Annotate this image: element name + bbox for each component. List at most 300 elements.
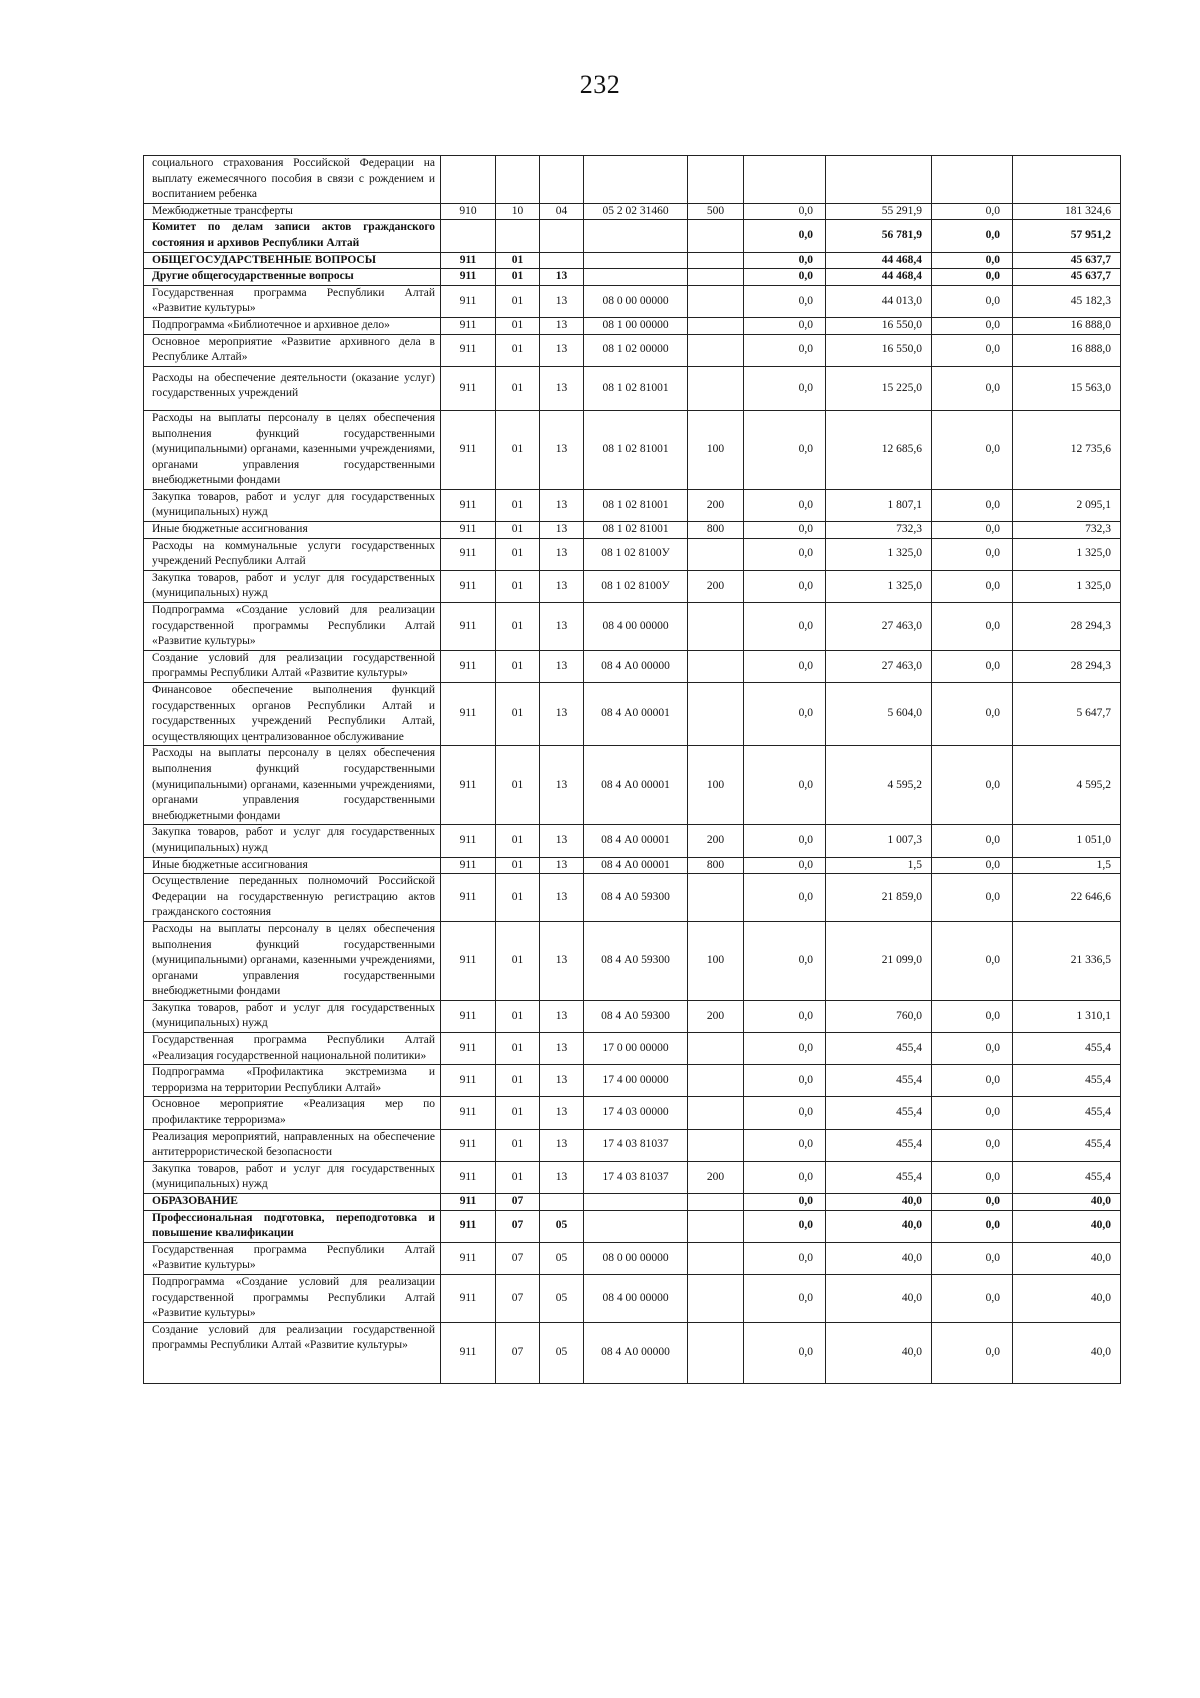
amount-col-4: 22 646,6	[1013, 874, 1121, 922]
ministry-code: 911	[441, 1274, 496, 1322]
target-article-code: 08 4 А0 00000	[584, 1322, 688, 1383]
section-code: 01	[496, 746, 540, 825]
amount-col-2: 5 604,0	[826, 683, 932, 746]
subsection-code: 13	[540, 1097, 584, 1129]
ministry-code: 911	[441, 538, 496, 570]
expense-type-code	[688, 334, 744, 366]
ministry-code: 911	[441, 825, 496, 857]
amount-col-2: 15 225,0	[826, 366, 932, 410]
ministry-code: 911	[441, 874, 496, 922]
target-article-code: 08 1 02 8100У	[584, 538, 688, 570]
amount-col-4: 1 325,0	[1013, 570, 1121, 602]
subsection-code	[540, 220, 584, 252]
row-name: Реализация мероприятий, направленных на обеспечение антитеррористической безопасности	[144, 1129, 441, 1161]
amount-col-4: 28 294,3	[1013, 603, 1121, 651]
amount-col-4: 455,4	[1013, 1161, 1121, 1193]
amount-col-2: 44 468,4	[826, 252, 932, 269]
amount-col-1: 0,0	[744, 285, 826, 317]
section-code: 01	[496, 269, 540, 286]
table-row	[144, 334, 1121, 366]
table-row	[144, 220, 1121, 252]
ministry-code: 911	[441, 857, 496, 874]
row-name: Создание условий для реализации государственной программы Республики Алтай «Развитие культуры»	[144, 650, 441, 682]
ministry-code: 911	[441, 1097, 496, 1129]
amount-col-4: 1 310,1	[1013, 1000, 1121, 1032]
amount-col-1: 0,0	[744, 203, 826, 220]
table-row	[144, 1033, 1121, 1065]
amount-col-2: 455,4	[826, 1161, 932, 1193]
section-code: 01	[496, 825, 540, 857]
row-name: социального страхования Российской Федерации на выплату ежемесячного пособия в связи с рождением и воспитанием ребенка	[144, 156, 441, 204]
expense-type-code: 800	[688, 522, 744, 539]
amount-col-3: 0,0	[932, 1097, 1013, 1129]
amount-col-2: 455,4	[826, 1129, 932, 1161]
amount-col-4: 16 888,0	[1013, 334, 1121, 366]
amount-col-4: 1 325,0	[1013, 538, 1121, 570]
amount-col-3: 0,0	[932, 489, 1013, 521]
ministry-code: 911	[441, 1161, 496, 1193]
expense-type-code: 200	[688, 1161, 744, 1193]
amount-col-3: 0,0	[932, 1000, 1013, 1032]
target-article-code	[584, 1210, 688, 1242]
ministry-code: 911	[441, 366, 496, 410]
amount-col-1: 0,0	[744, 1242, 826, 1274]
row-name: Основное мероприятие «Развитие архивного дела в Республике Алтай»	[144, 334, 441, 366]
amount-col-2: 40,0	[826, 1274, 932, 1322]
expense-type-code	[688, 1210, 744, 1242]
amount-col-1: 0,0	[744, 1129, 826, 1161]
table-row	[144, 317, 1121, 334]
expense-type-code: 800	[688, 857, 744, 874]
amount-col-2: 12 685,6	[826, 410, 932, 489]
amount-col-1: 0,0	[744, 317, 826, 334]
amount-col-3: 0,0	[932, 1161, 1013, 1193]
row-name: Закупка товаров, работ и услуг для государственных (муниципальных) нужд	[144, 489, 441, 521]
amount-col-4: 455,4	[1013, 1097, 1121, 1129]
amount-col-3: 0,0	[932, 650, 1013, 682]
subsection-code	[540, 1194, 584, 1211]
amount-col-4: 455,4	[1013, 1033, 1121, 1065]
section-code: 01	[496, 570, 540, 602]
amount-col-4: 45 182,3	[1013, 285, 1121, 317]
section-code: 07	[496, 1322, 540, 1383]
subsection-code: 13	[540, 857, 584, 874]
section-code: 01	[496, 1097, 540, 1129]
row-name: Закупка товаров, работ и услуг для государственных (муниципальных) нужд	[144, 1000, 441, 1032]
ministry-code	[441, 156, 496, 204]
table-row	[144, 1322, 1121, 1383]
ministry-code: 911	[441, 1194, 496, 1211]
table-row	[144, 252, 1121, 269]
amount-col-2: 44 013,0	[826, 285, 932, 317]
ministry-code: 911	[441, 1210, 496, 1242]
ministry-code: 911	[441, 683, 496, 746]
amount-col-2: 1 325,0	[826, 538, 932, 570]
row-name: Основное мероприятие «Реализация мер по профилактике терроризма»	[144, 1097, 441, 1129]
section-code: 01	[496, 1161, 540, 1193]
target-article-code: 08 0 00 00000	[584, 285, 688, 317]
amount-col-4: 12 735,6	[1013, 410, 1121, 489]
ministry-code: 911	[441, 570, 496, 602]
amount-col-3: 0,0	[932, 522, 1013, 539]
ministry-code: 911	[441, 489, 496, 521]
amount-col-2: 16 550,0	[826, 334, 932, 366]
amount-col-4: 2 095,1	[1013, 489, 1121, 521]
table-body	[144, 156, 1121, 1384]
amount-col-3: 0,0	[932, 1322, 1013, 1383]
amount-col-2: 27 463,0	[826, 650, 932, 682]
expense-type-code	[688, 650, 744, 682]
section-code: 01	[496, 410, 540, 489]
amount-col-2: 4 595,2	[826, 746, 932, 825]
amount-col-4: 732,3	[1013, 522, 1121, 539]
ministry-code: 911	[441, 1129, 496, 1161]
table-row	[144, 1129, 1121, 1161]
amount-col-3: 0,0	[932, 1129, 1013, 1161]
amount-col-3: 0,0	[932, 746, 1013, 825]
amount-col-4: 45 637,7	[1013, 269, 1121, 286]
table-row	[144, 269, 1121, 286]
amount-col-1: 0,0	[744, 746, 826, 825]
amount-col-1: 0,0	[744, 603, 826, 651]
amount-col-3: 0,0	[932, 857, 1013, 874]
budget-table	[143, 155, 1121, 1384]
row-name: Государственная программа Республики Алтай «Развитие культуры»	[144, 1242, 441, 1274]
amount-col-1: 0,0	[744, 1065, 826, 1097]
amount-col-1: 0,0	[744, 410, 826, 489]
ministry-code: 911	[441, 317, 496, 334]
amount-col-2: 21 099,0	[826, 921, 932, 1000]
amount-col-3	[932, 156, 1013, 204]
amount-col-2: 56 781,9	[826, 220, 932, 252]
expense-type-code: 100	[688, 921, 744, 1000]
section-code: 01	[496, 857, 540, 874]
target-article-code: 17 4 03 00000	[584, 1097, 688, 1129]
expense-type-code: 100	[688, 410, 744, 489]
row-name: Расходы на коммунальные услуги государственных учреждений Республики Алтай	[144, 538, 441, 570]
table-row	[144, 1097, 1121, 1129]
section-code: 07	[496, 1274, 540, 1322]
amount-col-2: 1 807,1	[826, 489, 932, 521]
table-row	[144, 1161, 1121, 1193]
expense-type-code	[688, 538, 744, 570]
target-article-code: 08 4 А0 59300	[584, 921, 688, 1000]
amount-col-4: 40,0	[1013, 1194, 1121, 1211]
subsection-code: 04	[540, 203, 584, 220]
amount-col-3: 0,0	[932, 1274, 1013, 1322]
page-number: 232	[579, 70, 621, 99]
amount-col-3: 0,0	[932, 252, 1013, 269]
section-code	[496, 156, 540, 204]
subsection-code: 13	[540, 1033, 584, 1065]
table-row	[144, 921, 1121, 1000]
expense-type-code: 200	[688, 489, 744, 521]
section-code: 01	[496, 650, 540, 682]
row-name: Создание условий для реализации государственной программы Республики Алтай «Развитие культуры»	[144, 1322, 441, 1383]
table-row	[144, 570, 1121, 602]
ministry-code: 911	[441, 285, 496, 317]
row-name: Закупка товаров, работ и услуг для государственных (муниципальных) нужд	[144, 570, 441, 602]
row-name: Иные бюджетные ассигнования	[144, 857, 441, 874]
section-code: 01	[496, 1129, 540, 1161]
expense-type-code	[688, 1194, 744, 1211]
amount-col-4: 455,4	[1013, 1065, 1121, 1097]
amount-col-2: 40,0	[826, 1322, 932, 1383]
ministry-code: 911	[441, 650, 496, 682]
target-article-code: 17 4 03 81037	[584, 1161, 688, 1193]
target-article-code	[584, 220, 688, 252]
table-row	[144, 366, 1121, 410]
expense-type-code	[688, 1242, 744, 1274]
amount-col-2: 40,0	[826, 1210, 932, 1242]
amount-col-4	[1013, 156, 1121, 204]
row-name: Осуществление переданных полномочий Российской Федерации на государственную регистрацию актов гражданского состояния	[144, 874, 441, 922]
row-name: ОБРАЗОВАНИЕ	[144, 1194, 441, 1211]
row-name: Другие общегосударственные вопросы	[144, 269, 441, 286]
amount-col-3: 0,0	[932, 220, 1013, 252]
row-name: Расходы на выплаты персоналу в целях обеспечения выполнения функций государственными (муниципальными) органами, казенными учреждениями, органами управления государственными внебюджетными фондами	[144, 410, 441, 489]
expense-type-code: 200	[688, 570, 744, 602]
row-name: Государственная программа Республики Алтай «Реализация государственной национальной политики»	[144, 1033, 441, 1065]
target-article-code	[584, 156, 688, 204]
amount-col-1: 0,0	[744, 366, 826, 410]
row-name: Финансовое обеспечение выполнения функций государственных органов Республики Алтай и государственных учреждений Республики Алтай, осуществляющих централизованное обслуживание	[144, 683, 441, 746]
section-code: 01	[496, 366, 540, 410]
table-row	[144, 825, 1121, 857]
target-article-code: 05 2 02 31460	[584, 203, 688, 220]
ministry-code: 911	[441, 1033, 496, 1065]
amount-col-1: 0,0	[744, 825, 826, 857]
amount-col-4: 5 647,7	[1013, 683, 1121, 746]
row-name: Расходы на обеспечение деятельности (оказание услуг) государственных учреждений	[144, 366, 441, 410]
expense-type-code	[688, 1097, 744, 1129]
target-article-code	[584, 1194, 688, 1211]
section-code: 01	[496, 334, 540, 366]
table-row	[144, 746, 1121, 825]
table-row	[144, 522, 1121, 539]
amount-col-1: 0,0	[744, 1161, 826, 1193]
subsection-code: 13	[540, 921, 584, 1000]
amount-col-2: 1,5	[826, 857, 932, 874]
row-name: Закупка товаров, работ и услуг для государственных (муниципальных) нужд	[144, 1161, 441, 1193]
amount-col-3: 0,0	[932, 1065, 1013, 1097]
row-name: Комитет по делам записи актов гражданского состояния и архивов Республики Алтай	[144, 220, 441, 252]
table-row	[144, 285, 1121, 317]
amount-col-1: 0,0	[744, 1210, 826, 1242]
section-code	[496, 220, 540, 252]
amount-col-4: 28 294,3	[1013, 650, 1121, 682]
amount-col-4: 16 888,0	[1013, 317, 1121, 334]
amount-col-1: 0,0	[744, 489, 826, 521]
amount-col-3: 0,0	[932, 921, 1013, 1000]
table-row	[144, 1000, 1121, 1032]
section-code: 01	[496, 921, 540, 1000]
target-article-code: 08 4 00 00000	[584, 1274, 688, 1322]
amount-col-2: 16 550,0	[826, 317, 932, 334]
section-code: 01	[496, 317, 540, 334]
expense-type-code	[688, 156, 744, 204]
amount-col-4: 455,4	[1013, 1129, 1121, 1161]
amount-col-1: 0,0	[744, 1322, 826, 1383]
amount-col-1: 0,0	[744, 1033, 826, 1065]
target-article-code: 08 1 02 81001	[584, 489, 688, 521]
ministry-code	[441, 220, 496, 252]
amount-col-3: 0,0	[932, 874, 1013, 922]
target-article-code: 08 4 А0 00001	[584, 825, 688, 857]
amount-col-1: 0,0	[744, 874, 826, 922]
row-name: Подпрограмма «Профилактика экстремизма и терроризма на территории Республики Алтай»	[144, 1065, 441, 1097]
amount-col-1: 0,0	[744, 269, 826, 286]
target-article-code: 08 1 02 81001	[584, 410, 688, 489]
amount-col-4: 45 637,7	[1013, 252, 1121, 269]
table-row	[144, 1194, 1121, 1211]
section-code: 07	[496, 1242, 540, 1274]
amount-col-3: 0,0	[932, 285, 1013, 317]
row-name: Иные бюджетные ассигнования	[144, 522, 441, 539]
amount-col-2: 455,4	[826, 1097, 932, 1129]
section-code: 01	[496, 252, 540, 269]
subsection-code	[540, 156, 584, 204]
amount-col-1: 0,0	[744, 1274, 826, 1322]
amount-col-4: 40,0	[1013, 1242, 1121, 1274]
subsection-code: 13	[540, 410, 584, 489]
target-article-code	[584, 269, 688, 286]
target-article-code: 08 4 А0 00001	[584, 683, 688, 746]
amount-col-4: 15 563,0	[1013, 366, 1121, 410]
row-name: ОБЩЕГОСУДАРСТВЕННЫЕ ВОПРОСЫ	[144, 252, 441, 269]
amount-col-1: 0,0	[744, 857, 826, 874]
target-article-code: 08 4 А0 00000	[584, 650, 688, 682]
amount-col-4: 1,5	[1013, 857, 1121, 874]
expense-type-code	[688, 366, 744, 410]
amount-col-2: 732,3	[826, 522, 932, 539]
section-code: 01	[496, 489, 540, 521]
amount-col-3: 0,0	[932, 538, 1013, 570]
table-row	[144, 857, 1121, 874]
amount-col-2: 1 325,0	[826, 570, 932, 602]
ministry-code: 911	[441, 1242, 496, 1274]
table-row	[144, 410, 1121, 489]
row-name: Профессиональная подготовка, переподготовка и повышение квалификации	[144, 1210, 441, 1242]
subsection-code: 13	[540, 366, 584, 410]
amount-col-3: 0,0	[932, 603, 1013, 651]
target-article-code: 08 4 А0 59300	[584, 1000, 688, 1032]
ministry-code: 911	[441, 252, 496, 269]
section-code: 01	[496, 1000, 540, 1032]
table-row	[144, 683, 1121, 746]
amount-col-2: 27 463,0	[826, 603, 932, 651]
expense-type-code	[688, 1274, 744, 1322]
amount-col-3: 0,0	[932, 366, 1013, 410]
section-code: 01	[496, 285, 540, 317]
amount-col-4: 40,0	[1013, 1274, 1121, 1322]
amount-col-2: 40,0	[826, 1194, 932, 1211]
section-code: 01	[496, 683, 540, 746]
subsection-code: 13	[540, 603, 584, 651]
amount-col-3: 0,0	[932, 570, 1013, 602]
row-name: Расходы на выплаты персоналу в целях обеспечения выполнения функций государственными (муниципальными) органами, казенными учреждениями, органами управления государственными внебюджетными фондами	[144, 921, 441, 1000]
subsection-code: 05	[540, 1274, 584, 1322]
expense-type-code: 500	[688, 203, 744, 220]
subsection-code: 13	[540, 874, 584, 922]
target-article-code: 08 1 02 00000	[584, 334, 688, 366]
target-article-code: 08 4 00 00000	[584, 603, 688, 651]
expense-type-code	[688, 1322, 744, 1383]
subsection-code: 05	[540, 1322, 584, 1383]
amount-col-2: 760,0	[826, 1000, 932, 1032]
subsection-code: 13	[540, 285, 584, 317]
amount-col-4: 4 595,2	[1013, 746, 1121, 825]
ministry-code: 911	[441, 603, 496, 651]
target-article-code: 08 4 А0 00001	[584, 746, 688, 825]
subsection-code: 13	[540, 317, 584, 334]
table-row	[144, 489, 1121, 521]
amount-col-1: 0,0	[744, 522, 826, 539]
amount-col-1: 0,0	[744, 252, 826, 269]
amount-col-4: 181 324,6	[1013, 203, 1121, 220]
row-name: Расходы на выплаты персоналу в целях обеспечения выполнения функций государственными (муниципальными) органами, казенными учреждениями, органами управления государственными внебюджетными фондами	[144, 746, 441, 825]
ministry-code: 911	[441, 1322, 496, 1383]
subsection-code: 13	[540, 489, 584, 521]
amount-col-1: 0,0	[744, 1194, 826, 1211]
expense-type-code	[688, 603, 744, 651]
target-article-code: 08 0 00 00000	[584, 1242, 688, 1274]
row-name: Государственная программа Республики Алтай «Развитие культуры»	[144, 285, 441, 317]
amount-col-1: 0,0	[744, 683, 826, 746]
target-article-code: 08 1 02 81001	[584, 366, 688, 410]
expense-type-code	[688, 1065, 744, 1097]
expense-type-code: 100	[688, 746, 744, 825]
amount-col-1: 0,0	[744, 570, 826, 602]
table-row	[144, 203, 1121, 220]
expense-type-code	[688, 1129, 744, 1161]
table-row	[144, 874, 1121, 922]
ministry-code: 911	[441, 410, 496, 489]
subsection-code: 13	[540, 538, 584, 570]
amount-col-1: 0,0	[744, 921, 826, 1000]
table-row	[144, 1274, 1121, 1322]
amount-col-3: 0,0	[932, 334, 1013, 366]
amount-col-1: 0,0	[744, 538, 826, 570]
target-article-code: 17 4 03 81037	[584, 1129, 688, 1161]
ministry-code: 911	[441, 269, 496, 286]
target-article-code: 17 4 00 00000	[584, 1065, 688, 1097]
ministry-code: 911	[441, 334, 496, 366]
amount-col-4: 40,0	[1013, 1210, 1121, 1242]
expense-type-code: 200	[688, 825, 744, 857]
subsection-code: 13	[540, 1129, 584, 1161]
ministry-code: 911	[441, 746, 496, 825]
target-article-code: 08 4 А0 59300	[584, 874, 688, 922]
amount-col-4: 40,0	[1013, 1322, 1121, 1383]
expense-type-code	[688, 285, 744, 317]
subsection-code: 13	[540, 522, 584, 539]
section-code: 01	[496, 522, 540, 539]
subsection-code: 13	[540, 1000, 584, 1032]
amount-col-2: 455,4	[826, 1033, 932, 1065]
subsection-code: 13	[540, 746, 584, 825]
amount-col-2: 40,0	[826, 1242, 932, 1274]
subsection-code	[540, 252, 584, 269]
row-name: Подпрограмма «Создание условий для реализации государственной программы Республики Алтай «Развитие культуры»	[144, 1274, 441, 1322]
amount-col-2: 455,4	[826, 1065, 932, 1097]
target-article-code: 17 0 00 00000	[584, 1033, 688, 1065]
table-row	[144, 603, 1121, 651]
target-article-code: 08 1 00 00000	[584, 317, 688, 334]
section-code: 01	[496, 1065, 540, 1097]
expense-type-code	[688, 1033, 744, 1065]
target-article-code	[584, 252, 688, 269]
